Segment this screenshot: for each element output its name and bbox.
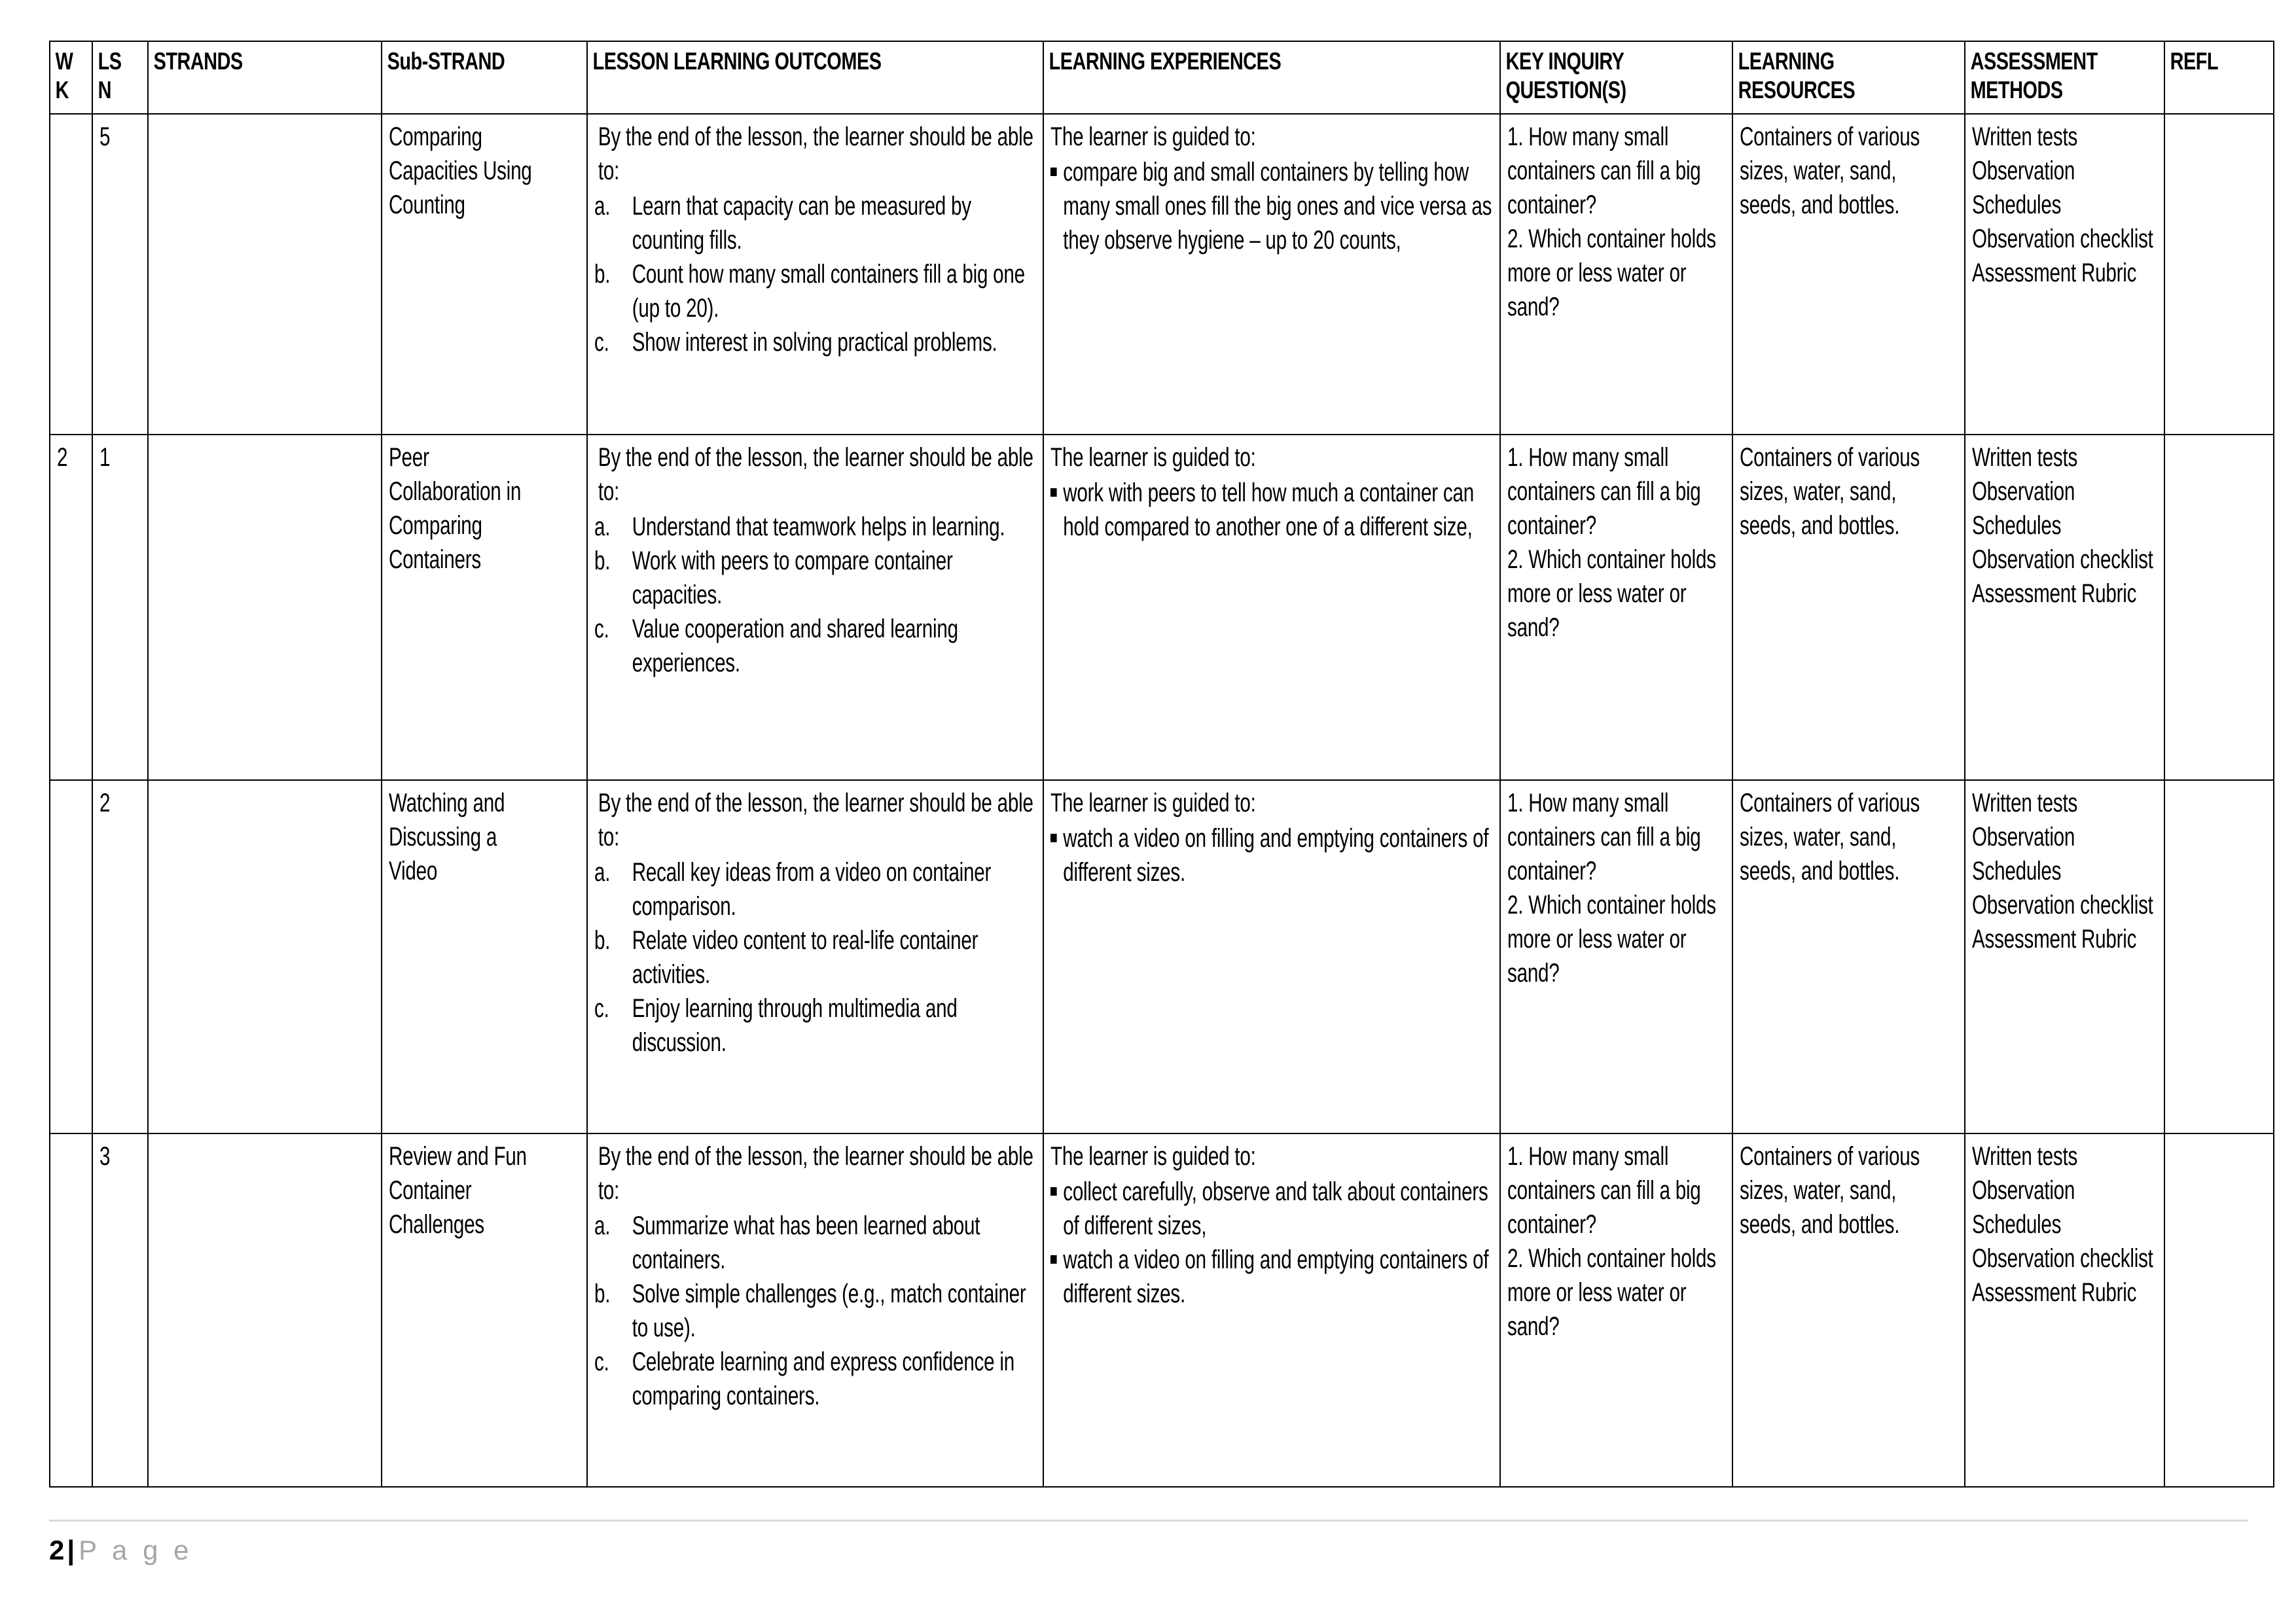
outcome-marker: a. [594, 512, 610, 542]
outcomes-list [594, 855, 1036, 1060]
cell-assessment-methods [1965, 435, 2164, 780]
col-header-strands [148, 41, 331, 114]
col-header-line: ASSESSMENT [1970, 48, 2098, 75]
experience-text: collect carefully, observe and talk about containers of different sizes, [1063, 1177, 1488, 1241]
cell-reflection [2164, 435, 2274, 780]
cell-learning-outcomes [587, 435, 1044, 780]
sub-strand-line: Video [389, 857, 438, 886]
cell-sub-strand-content [389, 1139, 579, 1241]
col-header-line: LS [98, 48, 122, 75]
cell-week [50, 114, 92, 435]
square-bullet-icon [1050, 1187, 1057, 1196]
cell-sub-strand-content [389, 786, 579, 888]
col-header-line: K [55, 76, 69, 103]
cell-key-inquiry-questions [1500, 1133, 1732, 1487]
table-row [50, 1133, 2274, 1487]
inquiry-question: 1. How many small containers can fill a big container? [1507, 789, 1701, 886]
cell-assessment-methods-content [1972, 440, 2157, 611]
cell-strand [148, 114, 382, 435]
outcome-text: Solve simple challenges (e.g., match container to use). [632, 1279, 1026, 1343]
cell-week [50, 780, 92, 1133]
cell-learning-experiences [1043, 1133, 1500, 1487]
col-header-line: LEARNING [1738, 48, 1835, 75]
outcome-item [594, 923, 1036, 991]
outcome-text: Value cooperation and shared learning experiences. [632, 615, 958, 678]
page-footer [49, 1520, 2248, 1566]
outcome-text: Relate video content to real-life container activities. [632, 926, 978, 990]
assessment-method: Assessment Rubric [1971, 259, 2137, 288]
cell-week [50, 1133, 92, 1487]
experience-item [1050, 476, 1492, 544]
outcomes-list [594, 510, 1036, 680]
col-header-refl [2164, 41, 2250, 114]
outcome-text: Work with peers to compare container capacities. [632, 546, 953, 610]
cell-learning-experiences-content [1050, 1139, 1492, 1311]
outcomes-list [594, 1209, 1036, 1413]
col-header-line: Sub-STRAND [387, 48, 505, 75]
footer-separator: | [67, 1535, 75, 1565]
cell-assessment-methods-content [1972, 786, 2157, 956]
experience-item [1050, 1175, 1492, 1243]
table-row [50, 114, 2274, 435]
outcome-text: Learn that capacity can be measured by counting fills. [632, 192, 971, 255]
cell-sub-strand-content [389, 440, 579, 577]
cell-learning-experiences [1043, 435, 1500, 780]
cell-learning-resources [1732, 780, 1965, 1133]
col-header-lsn [92, 41, 136, 114]
cell-week-content: 2 [57, 443, 68, 473]
cell-strand [148, 780, 382, 1133]
outcome-marker: b. [594, 260, 610, 289]
cell-lesson-number [92, 114, 149, 435]
assessment-method: Observation Schedules [1971, 1176, 2075, 1240]
outcomes-lead: By the end of the lesson, the learner should be able to: [598, 1142, 1033, 1205]
cell-assessment-methods [1965, 1133, 2164, 1487]
cell-key-inquiry-questions [1500, 114, 1732, 435]
cell-lesson-number [92, 780, 149, 1133]
col-header-experiences-lines [1049, 47, 1394, 76]
cell-key-inquiry-questions-content [1507, 786, 1725, 990]
outcomes-list [594, 189, 1036, 359]
cell-lesson-number-content: 3 [99, 1142, 110, 1171]
table-header [50, 41, 2274, 114]
outcome-marker: b. [594, 1279, 610, 1309]
inquiry-question: 2. Which container holds more or less water or sand? [1507, 891, 1716, 988]
inquiry-question: 1. How many small containers can fill a big container? [1507, 1142, 1701, 1240]
col-header-substrand [382, 41, 541, 114]
cell-learning-outcomes-content [594, 1139, 1036, 1413]
sub-strand-line: Watching and [389, 789, 505, 818]
outcome-item [594, 1345, 1036, 1413]
cell-learning-resources-content [1740, 440, 1958, 543]
col-header-wk [50, 41, 82, 114]
experience-text: work with peers to tell how much a container can hold compared to another one of a different size, [1063, 478, 1475, 542]
cell-key-inquiry-questions-content [1507, 120, 1725, 324]
cell-lesson-number [92, 1133, 149, 1487]
square-bullet-icon [1050, 1255, 1057, 1264]
outcome-marker: c. [594, 994, 609, 1024]
outcome-item [594, 1277, 1036, 1345]
col-header-line: KEY INQUIRY [1505, 48, 1624, 75]
col-header-line: STRANDS [153, 48, 243, 75]
col-header-line: LEARNING EXPERIENCES [1049, 48, 1282, 75]
outcome-item [594, 257, 1036, 325]
inquiry-question: 1. How many small containers can fill a big container? [1507, 443, 1701, 541]
cell-key-inquiry-questions-content [1507, 1139, 1725, 1344]
col-header-strands-lines [154, 47, 325, 76]
assessment-method: Written tests [1971, 122, 2077, 152]
cell-sub-strand [382, 435, 586, 780]
inquiry-question: 1. How many small containers can fill a big container? [1507, 122, 1701, 220]
assessment-method: Observation Schedules [1971, 823, 2075, 886]
inquiry-question: 2. Which container holds more or less water or sand? [1507, 1244, 1716, 1342]
outcome-marker: a. [594, 858, 610, 887]
cell-learning-outcomes-content [594, 786, 1036, 1060]
col-header-line: REFL [2170, 48, 2218, 75]
table-row [50, 435, 2274, 780]
cell-learning-outcomes [587, 1133, 1044, 1487]
col-header-experiences [1043, 41, 1399, 114]
sub-strand-line: Collaboration in [389, 477, 522, 507]
experiences-lead: The learner is guided to: [1050, 789, 1256, 818]
scheme-of-work-sheet [49, 41, 2274, 1488]
sub-strand-line: Counting [389, 190, 466, 220]
assessment-method: Assessment Rubric [1971, 579, 2137, 609]
col-header-outcomes-lines [592, 47, 937, 76]
experience-item [1050, 821, 1492, 889]
sub-strand-line: Comparing [389, 122, 483, 152]
outcome-text: Recall key ideas from a video on container comparison. [632, 858, 991, 921]
cell-assessment-methods [1965, 114, 2164, 435]
cell-sub-strand-content [389, 120, 579, 222]
resources-text: Containers of various sizes, water, sand, seeds, and bottles. [1739, 1142, 1920, 1240]
outcome-marker: a. [594, 1211, 610, 1241]
cell-sub-strand [382, 780, 586, 1133]
col-header-resources [1732, 41, 1914, 114]
experience-text: watch a video on filling and emptying containers of different sizes. [1063, 1245, 1489, 1309]
cell-reflection [2164, 780, 2274, 1133]
cell-assessment-methods-content [1972, 120, 2157, 290]
cell-learning-outcomes-content [594, 440, 1036, 680]
assessment-method: Observation Schedules [1971, 477, 2075, 541]
outcome-item [594, 855, 1036, 923]
sub-strand-line: Comparing [389, 511, 483, 541]
cell-sub-strand [382, 1133, 586, 1487]
assessment-method: Observation checklist [1971, 1244, 2153, 1274]
inquiry-question: 2. Which container holds more or less water or sand? [1507, 545, 1716, 643]
outcome-marker: b. [594, 546, 610, 576]
col-header-inquiry [1500, 41, 1681, 114]
scheme-of-work-table [49, 41, 2274, 1488]
sub-strand-line: Review and Fun [389, 1142, 528, 1171]
experiences-list [1050, 1175, 1492, 1311]
assessment-method: Observation Schedules [1971, 156, 2075, 220]
col-header-substrand-lines [387, 47, 536, 76]
footer-text [49, 1535, 2248, 1566]
cell-learning-outcomes-content [594, 120, 1036, 359]
footer-page-word: P a g e [79, 1535, 193, 1565]
cell-key-inquiry-questions [1500, 780, 1732, 1133]
col-header-wk-lines [56, 47, 77, 104]
assessment-method: Written tests [1971, 1142, 2077, 1171]
col-header-lsn-lines [98, 47, 130, 104]
experience-item [1050, 1243, 1492, 1311]
cell-reflection [2164, 114, 2274, 435]
outcome-text: Enjoy learning through multimedia and discussion. [632, 994, 958, 1058]
outcome-item [594, 325, 1036, 359]
assessment-method: Written tests [1971, 443, 2077, 473]
cell-learning-resources-content [1740, 786, 1958, 888]
outcome-marker: c. [594, 615, 609, 644]
assessment-method: Assessment Rubric [1971, 925, 2137, 954]
cell-week [50, 435, 92, 780]
assessment-method: Written tests [1971, 789, 2077, 818]
outcome-marker: a. [594, 192, 610, 221]
cell-reflection [2164, 1133, 2274, 1487]
outcome-text: Summarize what has been learned about containers. [632, 1211, 980, 1275]
resources-text: Containers of various sizes, water, sand, seeds, and bottles. [1739, 789, 1920, 886]
outcome-marker: b. [594, 926, 610, 955]
sub-strand-line: Capacities Using [389, 156, 533, 186]
outcomes-lead: By the end of the lesson, the learner should be able to: [598, 122, 1033, 186]
table-body [50, 114, 2274, 1487]
outcome-item [594, 544, 1036, 612]
cell-learning-resources [1732, 1133, 1965, 1487]
cell-sub-strand [382, 114, 586, 435]
cell-lesson-number-content: 2 [99, 789, 110, 818]
cell-strand [148, 435, 382, 780]
col-header-refl-lines [2170, 47, 2244, 76]
inquiry-question: 2. Which container holds more or less water or sand? [1507, 224, 1716, 322]
sub-strand-line: Discussing a [389, 823, 497, 852]
resources-text: Containers of various sizes, water, sand, seeds, and bottles. [1739, 443, 1920, 541]
square-bullet-icon [1050, 488, 1057, 497]
col-header-inquiry-lines [1505, 47, 1676, 104]
cell-lesson-number-content: 1 [99, 443, 110, 473]
table-header-row [50, 41, 2274, 114]
outcome-item [594, 612, 1036, 680]
experiences-list [1050, 476, 1492, 544]
outcome-item [594, 510, 1036, 544]
cell-learning-experiences-content [1050, 120, 1492, 257]
cell-learning-experiences-content [1050, 440, 1492, 544]
experiences-list [1050, 821, 1492, 889]
cell-strand [148, 1133, 382, 1487]
col-header-line: LESSON LEARNING OUTCOMES [592, 48, 882, 75]
cell-key-inquiry-questions-content [1507, 440, 1725, 645]
outcome-item [594, 991, 1036, 1060]
col-header-line: RESOURCES [1738, 76, 1856, 103]
outcomes-lead: By the end of the lesson, the learner should be able to: [598, 789, 1033, 852]
cell-learning-outcomes [587, 780, 1044, 1133]
outcomes-lead: By the end of the lesson, the learner should be able to: [598, 443, 1033, 507]
assessment-method: Observation checklist [1971, 224, 2153, 254]
cell-learning-experiences [1043, 114, 1500, 435]
outcome-text: Understand that teamwork helps in learning. [632, 512, 1005, 542]
outcome-text: Celebrate learning and express confidence in comparing containers. [632, 1347, 1014, 1411]
assessment-method: Observation checklist [1971, 545, 2153, 575]
cell-assessment-methods-content [1972, 1139, 2157, 1310]
footer-divider [49, 1520, 2248, 1522]
square-bullet-icon [1050, 834, 1057, 842]
cell-learning-resources-content [1740, 1139, 1958, 1241]
cell-lesson-number [92, 435, 149, 780]
cell-learning-resources-content [1740, 120, 1958, 222]
col-header-outcomes [587, 41, 943, 114]
cell-learning-outcomes [587, 114, 1044, 435]
experience-item [1050, 155, 1492, 257]
sub-strand-line: Peer [389, 443, 430, 473]
experiences-lead: The learner is guided to: [1050, 122, 1256, 152]
outcome-marker: c. [594, 328, 609, 357]
outcome-item [594, 1209, 1036, 1277]
assessment-method: Assessment Rubric [1971, 1278, 2137, 1308]
square-bullet-icon [1050, 168, 1057, 176]
table-row [50, 780, 2274, 1133]
cell-learning-experiences-content [1050, 786, 1492, 889]
cell-lesson-number-content: 5 [99, 122, 110, 152]
outcome-text: Count how many small containers fill a big one (up to 20). [632, 260, 1025, 323]
sub-strand-line: Challenges [389, 1210, 485, 1240]
outcome-marker: c. [594, 1347, 609, 1377]
col-header-assessment-lines [1970, 47, 2115, 104]
cell-assessment-methods [1965, 780, 2164, 1133]
col-header-line: N [98, 76, 111, 103]
experience-text: compare big and small containers by telling how many small ones fill the big ones and vice versa as they observe hygiene – up to 20 counts, [1063, 158, 1492, 255]
experiences-lead: The learner is guided to: [1050, 1142, 1256, 1171]
col-header-resources-lines [1738, 47, 1908, 104]
outcome-text: Show interest in solving practical problems. [632, 328, 997, 357]
experiences-list [1050, 155, 1492, 257]
sub-strand-line: Container [389, 1176, 472, 1205]
col-header-assessment [1965, 41, 2121, 114]
experience-text: watch a video on filling and emptying containers of different sizes. [1063, 824, 1489, 887]
outcome-item [594, 189, 1036, 257]
resources-text: Containers of various sizes, water, sand, seeds, and bottles. [1739, 122, 1920, 220]
cell-key-inquiry-questions [1500, 435, 1732, 780]
cell-learning-experiences [1043, 780, 1500, 1133]
experiences-lead: The learner is guided to: [1050, 443, 1256, 473]
cell-learning-resources [1732, 114, 1965, 435]
sub-strand-line: Containers [389, 545, 482, 575]
col-header-line: W [55, 48, 73, 75]
assessment-method: Observation checklist [1971, 891, 2153, 920]
cell-learning-resources [1732, 435, 1965, 780]
footer-page-number: 2 [49, 1535, 65, 1565]
col-header-line: QUESTION(S) [1505, 76, 1626, 103]
col-header-line: METHODS [1970, 76, 2063, 103]
